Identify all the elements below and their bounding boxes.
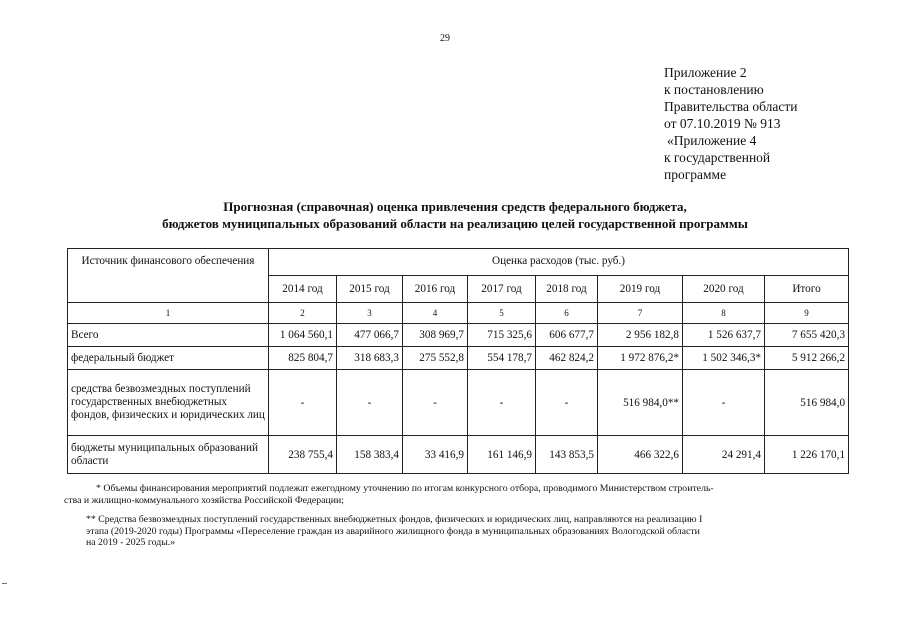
- row-value: 477 066,7: [337, 324, 403, 347]
- row-value: 275 552,8: [403, 347, 468, 370]
- column-number: 4: [403, 303, 468, 324]
- row-value: 1 226 170,1: [765, 436, 849, 474]
- row-value: 1 972 876,2*: [598, 347, 683, 370]
- row-value: -: [536, 370, 598, 436]
- appendix-line: «Приложение 4: [667, 133, 757, 148]
- scan-mark: [2, 583, 7, 584]
- column-number: 8: [683, 303, 765, 324]
- appendix-note: [664, 64, 797, 183]
- row-source: Всего: [68, 324, 269, 347]
- column-number: 1: [68, 303, 269, 324]
- row-value: 7 655 420,3: [765, 324, 849, 347]
- year-header: 2017 год: [468, 276, 536, 303]
- table-row: [68, 347, 849, 370]
- year-header: 2020 год: [683, 276, 765, 303]
- row-value: 143 853,5: [536, 436, 598, 474]
- table-row: [68, 370, 849, 436]
- page-number: 29: [440, 33, 450, 44]
- row-value: 238 755,4: [269, 436, 337, 474]
- footnote-line: ** Средства безвозмездных поступлений государственных внебюджетных фондов, физических и юридических лиц, направляются на реализацию I: [86, 514, 703, 525]
- row-value: 516 984,0: [765, 370, 849, 436]
- year-header: 2015 год: [337, 276, 403, 303]
- row-value: 161 146,9: [468, 436, 536, 474]
- document-title: [100, 198, 810, 232]
- row-value: -: [269, 370, 337, 436]
- row-value: 1 526 637,7: [683, 324, 765, 347]
- source-header: Источник финансового обеспечения: [68, 249, 269, 303]
- appendix-line: к государственной: [664, 150, 771, 165]
- row-value: -: [468, 370, 536, 436]
- row-value: 1 064 560,1: [269, 324, 337, 347]
- row-value: 2 956 182,8: [598, 324, 683, 347]
- total-header: Итого: [765, 276, 849, 303]
- row-value: -: [403, 370, 468, 436]
- footnote-line: этапа (2019-2020 годы) Программы «Переселение граждан из аварийного жилищного фонда в муниципальных образованиях Вологодской области: [86, 525, 700, 537]
- title-line: Прогнозная (справочная) оценка привлечения средств федерального бюджета,: [223, 199, 687, 214]
- year-header: 2019 год: [598, 276, 683, 303]
- row-value: 516 984,0**: [598, 370, 683, 436]
- row-value: 24 291,4: [683, 436, 765, 474]
- year-header: 2016 год: [403, 276, 468, 303]
- row-value: -: [683, 370, 765, 436]
- footnote-line: * Объемы финансирования мероприятий подлежат ежегодному уточнению по итогам конкурсного отбора, проводимого Министерством строитель-: [96, 483, 714, 494]
- funding-table: [67, 248, 849, 474]
- row-value: 554 178,7: [468, 347, 536, 370]
- row-value: -: [337, 370, 403, 436]
- column-number: 7: [598, 303, 683, 324]
- row-value: 466 322,6: [598, 436, 683, 474]
- row-value: 606 677,7: [536, 324, 598, 347]
- row-source: бюджеты муниципальных образований области: [68, 436, 269, 474]
- row-value: 1 502 346,3*: [683, 347, 765, 370]
- table-row: [68, 436, 849, 474]
- row-value: 158 383,4: [337, 436, 403, 474]
- title-line: бюджетов муниципальных образований области на реализацию целей государственной программы: [162, 216, 748, 231]
- table-row: [68, 324, 849, 347]
- year-header: 2014 год: [269, 276, 337, 303]
- column-number: 9: [765, 303, 849, 324]
- appendix-line: от 07.10.2019 № 913: [664, 116, 781, 131]
- column-number: 2: [269, 303, 337, 324]
- row-value: 5 912 266,2: [765, 347, 849, 370]
- expenses-header: Оценка расходов (тыс. руб.): [269, 249, 849, 276]
- appendix-line: к постановлению: [664, 82, 764, 97]
- footnote-line: на 2019 - 2025 годы.»: [86, 537, 176, 548]
- row-value: 318 683,3: [337, 347, 403, 370]
- column-number: 5: [468, 303, 536, 324]
- column-number: 3: [337, 303, 403, 324]
- footnotes: [64, 483, 846, 549]
- row-value: 825 804,7: [269, 347, 337, 370]
- row-value: 33 416,9: [403, 436, 468, 474]
- appendix-line: программе: [664, 167, 727, 182]
- row-value: 462 824,2: [536, 347, 598, 370]
- row-value: 308 969,7: [403, 324, 468, 347]
- row-value: 715 325,6: [468, 324, 536, 347]
- year-header: 2018 год: [536, 276, 598, 303]
- appendix-line: Правительства области: [664, 99, 798, 114]
- row-source: средства безвозмездных поступлений государственных внебюджетных фондов, физических и юридических лиц: [68, 370, 269, 436]
- column-number: 6: [536, 303, 598, 324]
- footnote-line: ства и жилищно-коммунального хозяйства Российской Федерации;: [64, 494, 344, 506]
- appendix-line: Приложение 2: [664, 65, 747, 80]
- row-source: федеральный бюджет: [68, 347, 269, 370]
